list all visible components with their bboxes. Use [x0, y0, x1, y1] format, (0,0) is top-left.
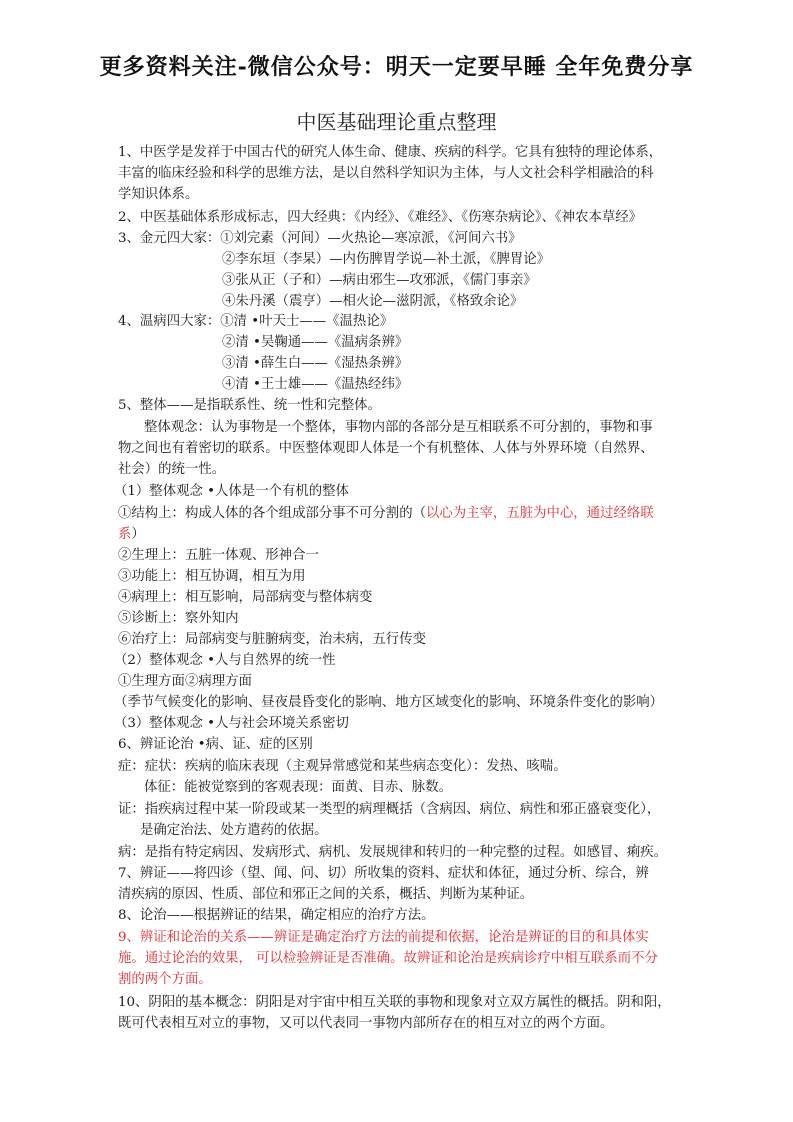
- text-line: [118, 544, 319, 563]
- text-line: [118, 183, 198, 202]
- line-text: 丰富的临床经验和科学的思维方法，是以自然科学知识为主体，与人文社会科学相融洽的科: [118, 166, 654, 181]
- text-line: [118, 162, 654, 181]
- line-text: （2）整体观念 •人与自然界的统一性: [114, 653, 336, 668]
- text-line: [222, 373, 408, 392]
- text-line: [118, 437, 654, 456]
- line-text: 清疾病的原因、性质、部位和邪正之间的关系，概括、判断为某种证。: [118, 887, 534, 902]
- line-text: 体征：能被觉察到的客观表现：面黄、目赤、脉数。: [144, 780, 452, 795]
- highlighted-text: 系: [118, 527, 132, 542]
- line-text: 1、中医学是发祥于中国古代的研究人体生命、健康、疾病的科学。它具有独特的理论体系，: [118, 145, 663, 160]
- text-line: [118, 733, 313, 752]
- highlighted-text: 9、辨证和论治的关系——辨证是确定治疗方法的前提和依据，论治是辨证的目的和具体实: [118, 930, 649, 945]
- text-line: [118, 607, 239, 626]
- line-text: 8、论治——根据辨证的结果，确定相应的治疗方法。: [118, 908, 435, 923]
- document-title: 中医基础理论重点整理: [296, 110, 497, 134]
- line-text: ②李东垣（李杲）—内伤脾胃学说—补土派，《脾胃论》: [222, 252, 551, 267]
- text-line: [118, 862, 649, 881]
- line-text: （1）整体观念 •人体是一个有机的整体: [114, 484, 349, 499]
- text-line: [118, 394, 381, 413]
- text-line: [144, 416, 653, 435]
- text-line: [114, 691, 663, 710]
- line-text: 4、温病四大家：①清 •叶天士——《温热论》: [118, 314, 394, 329]
- text-line: [118, 670, 252, 689]
- text-line: [118, 206, 642, 225]
- line-text: ①生理方面②病理方面: [118, 674, 252, 689]
- line-text: （3）整体观念 •人与社会环境关系密切: [114, 716, 349, 731]
- line-text: ③张从正（子和）—病由邪生—攻邪派，《儒门事亲》: [222, 273, 537, 288]
- text-line: [118, 458, 225, 477]
- text-line: [140, 819, 327, 838]
- line-text: ②清 •吴鞠通——《温病条辨》: [222, 335, 409, 350]
- text-line: [118, 926, 649, 945]
- text-line: [118, 991, 671, 1010]
- line-text: 病：是指有特定病因、发病形式、病机、发展规律和转归的一种完整的过程。如感冒、痢疾。: [118, 845, 668, 860]
- line-text: ⑥治疗上：局部病变与脏腑病变，治未病，五行传变: [118, 632, 426, 647]
- line-text: ③清 •薛生白——《湿热条辨》: [222, 356, 409, 371]
- line-text: ①结构上：构成人体的各个组成部分事不可分割的（: [118, 506, 426, 521]
- line-text: ⑤诊断上：察外知内: [118, 611, 239, 626]
- line-text: 证：指疾病过程中某一阶段或某一类型的病理概括（含病因、病位、病性和邪正盛衰变化），: [118, 802, 661, 817]
- text-line: [118, 904, 435, 923]
- text-line: [118, 841, 667, 860]
- line-text: 是确定治法、处方遣药的依据。: [140, 823, 328, 838]
- text-line: [118, 628, 426, 647]
- text-line: [118, 227, 522, 246]
- text-line: [118, 1012, 613, 1031]
- line-text: （季节气候变化的影响、昼夜晨昏变化的影响、地方区域变化的影响、环境条件变化的影响）: [114, 695, 664, 710]
- text-line: [118, 141, 662, 160]
- text-line: [118, 310, 393, 329]
- text-line: [118, 565, 305, 584]
- text-line: [118, 523, 145, 542]
- highlighted-text: 施。通过论治的效果， 可以检验辨证是否准确。故辨证和论治是疾病诊疗中相互联系而不分: [118, 951, 658, 966]
- line-text: 整体观念：认为事物是一个整体，事物内部的各部分是互相联系不可分割的，事物和事: [144, 420, 653, 435]
- text-line: [118, 755, 567, 774]
- text-line: [118, 883, 533, 902]
- line-text: ④朱丹溪（震亨）—相火论—滋阴派，《格致余论》: [222, 294, 524, 309]
- line-text: ④病理上：相互影响，局部病变与整体病变: [118, 590, 373, 605]
- highlighted-text: 割的两个方面。: [118, 972, 212, 987]
- text-line: [144, 776, 452, 795]
- line-text: 10、阴阳的基本概念：阴阳是对宇宙中相互关联的事物和现象对立双方属性的概括。阴和阳，: [118, 995, 671, 1010]
- line-text: 学知识体系。: [118, 187, 199, 202]
- line-text: ③功能上：相互协调，相互为用: [118, 569, 306, 584]
- line-text: 症：症状：疾病的临床表现（主观异常感觉和某些病态变化）：发热、咳喘。: [118, 759, 567, 774]
- line-text: 既可代表相互对立的事物，又可以代表同一事物内部所存在的相互对立的两个方面。: [118, 1016, 614, 1031]
- text-line: [118, 947, 658, 966]
- text-line: [118, 586, 372, 605]
- line-text: 6、辨证论治 •病、证、症的区别: [118, 737, 313, 752]
- text-line: [222, 352, 408, 371]
- promo-banner: 更多资料关注-微信公众号：明天一定要早睡 全年免费分享: [99, 54, 694, 80]
- text-line: [118, 798, 660, 817]
- line-text: 物之间也有着密切的联系。中医整体观即人体是一个有机整体、人体与外界环境（自然界、: [118, 441, 654, 456]
- highlighted-text: 以心为主宰，五脏为中心，通过经络联: [425, 506, 654, 521]
- line-text: 2、中医基础体系形成标志，四大经典：《内经》、《难经》、《伤寒杂病论》、《神农本草经》: [118, 210, 643, 225]
- line-text: 3、金元四大家：①刘完素（河间）—火热论—寒凉派，《河间六书》: [118, 231, 522, 246]
- text-line: [118, 502, 654, 521]
- text-line: [222, 331, 408, 350]
- line-text: 5、整体——是指联系性、统一性和完整体。: [118, 398, 381, 413]
- text-line: [222, 269, 537, 288]
- text-line: [114, 649, 336, 668]
- line-text: ④清 •王士雄——《温热经纬》: [222, 377, 409, 392]
- text-line: [118, 968, 212, 987]
- text-line: [222, 248, 550, 267]
- line-text: 7、辨证——将四诊（望、闻、问、切）所收集的资料、症状和体征，通过分析、综合，辨: [118, 866, 649, 881]
- text-line: [114, 480, 349, 499]
- line-text: ②生理上：五脏一体观、形神合一: [118, 548, 319, 563]
- line-text: 社会）的统一性。: [118, 462, 226, 477]
- text-line: [114, 712, 349, 731]
- text-line: [222, 290, 523, 309]
- line-text-tail: ）: [131, 527, 145, 542]
